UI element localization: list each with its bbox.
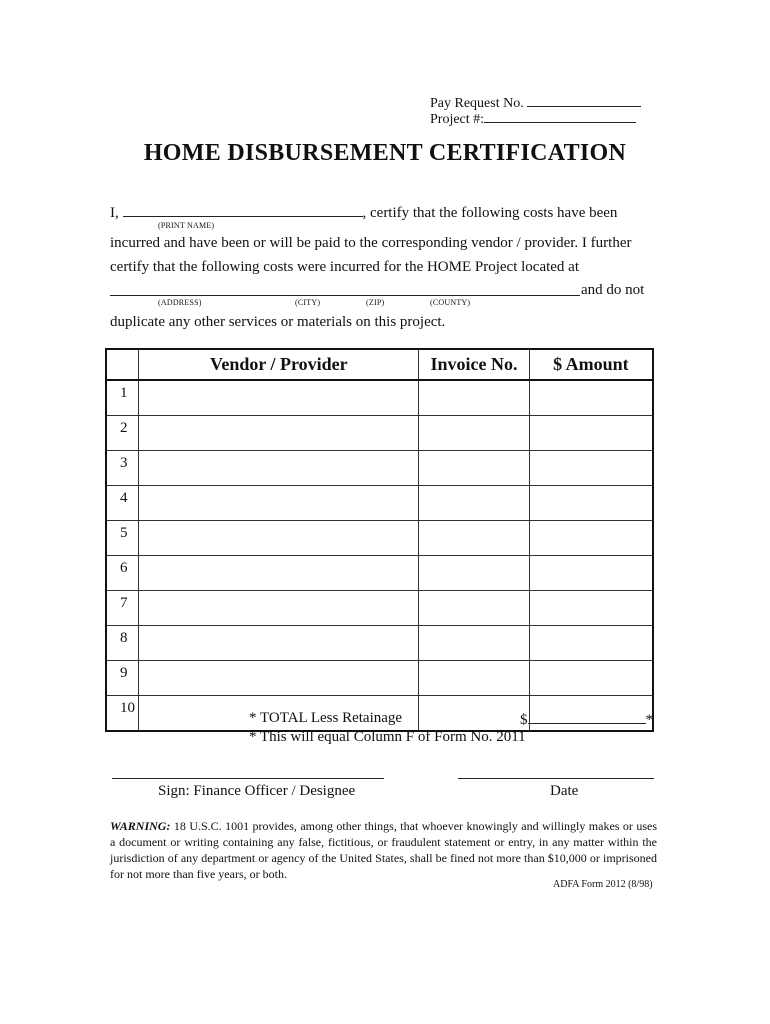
invoice-cell[interactable] — [419, 696, 530, 732]
amount-cell[interactable] — [529, 661, 653, 696]
form-identifier: ADFA Form 2012 (8/98) — [553, 879, 653, 890]
warning-paragraph — [110, 818, 657, 882]
amount-cell[interactable] — [529, 486, 653, 521]
table-row — [106, 521, 653, 556]
cost-table — [105, 348, 654, 732]
invoice-cell[interactable] — [419, 521, 530, 556]
zip-caption: (ZIP) — [366, 298, 385, 307]
county-caption: (COUNTY) — [430, 298, 471, 307]
vendor-cell[interactable] — [139, 486, 419, 521]
certify-line-2: incurred and have been or will be paid to the corresponding vendor / provider. I further — [110, 235, 632, 251]
table-row — [106, 661, 653, 696]
certify-line-3: certify that the following costs were incurred for the HOME Project located at — [110, 259, 580, 275]
table-row — [106, 416, 653, 451]
amount-cell[interactable] — [529, 451, 653, 486]
total-amount-field — [520, 710, 653, 729]
total-note: * This will equal Column F of Form No. 2011 — [249, 729, 526, 745]
invoice-cell[interactable] — [419, 380, 530, 416]
table-row — [106, 486, 653, 521]
city-caption: (CITY) — [295, 298, 321, 307]
row-number: 4 — [106, 486, 139, 521]
certify-prefix: I, — [110, 205, 119, 221]
table-row — [106, 591, 653, 626]
signature-label: Sign: Finance Officer / Designee — [158, 783, 356, 799]
total-dollar-sign: $ — [520, 712, 528, 728]
row-number: 1 — [106, 380, 139, 416]
signature-line[interactable] — [112, 778, 384, 779]
vendor-cell[interactable] — [139, 521, 419, 556]
column-header-invoice: Invoice No. — [419, 349, 530, 380]
vendor-cell[interactable] — [139, 416, 419, 451]
project-number-field — [430, 109, 636, 128]
certify-line-5: duplicate any other services or materials on this project. — [110, 314, 446, 330]
row-number: 7 — [106, 591, 139, 626]
table-row — [106, 451, 653, 486]
table-row — [106, 626, 653, 661]
amount-cell[interactable] — [529, 521, 653, 556]
table-row — [106, 380, 653, 416]
amount-cell[interactable] — [529, 556, 653, 591]
certify-line-1 — [110, 203, 617, 222]
vendor-cell[interactable] — [139, 626, 419, 661]
total-asterisk: * — [645, 712, 653, 728]
vendor-cell[interactable] — [139, 556, 419, 591]
amount-cell[interactable] — [529, 626, 653, 661]
print-name-caption: (PRINT NAME) — [158, 221, 215, 230]
warning-text: 18 U.S.C. 1001 provides, among other things, that whoever knowingly and willingly makes or uses a document or writing containing any false, fictitious, or fraudulent statement or entry, in any matter within the jurisdiction of any department or agency of the United States, shall be fined not more than $10,000 or imprisoned for not more than five years, or both. — [110, 819, 657, 881]
amount-cell[interactable] — [529, 380, 653, 416]
invoice-cell[interactable] — [419, 451, 530, 486]
table-header-row — [106, 349, 653, 380]
invoice-cell[interactable] — [419, 556, 530, 591]
invoice-cell[interactable] — [419, 661, 530, 696]
address-caption: (ADDRESS) — [158, 298, 202, 307]
vendor-cell[interactable] — [139, 451, 419, 486]
vendor-cell[interactable] — [139, 661, 419, 696]
row-number: 3 — [106, 451, 139, 486]
pay-request-blank[interactable] — [527, 93, 641, 107]
certify-suffix: , certify that the following costs have been — [362, 205, 618, 221]
print-name-blank[interactable] — [123, 203, 363, 217]
row-number: 9 — [106, 661, 139, 696]
row-number: 10 — [106, 696, 139, 732]
amount-cell[interactable] — [529, 416, 653, 451]
warning-label: WARNING: — [110, 819, 171, 833]
row-number: 8 — [106, 626, 139, 661]
table-row — [106, 556, 653, 591]
total-amount-blank[interactable] — [528, 710, 646, 724]
invoice-cell[interactable] — [419, 591, 530, 626]
vendor-cell[interactable] — [139, 380, 419, 416]
date-line[interactable] — [458, 778, 654, 779]
column-header-number — [106, 349, 139, 380]
row-number: 2 — [106, 416, 139, 451]
certify-line-4-suffix: and do not — [581, 282, 645, 298]
column-header-vendor: Vendor / Provider — [139, 349, 419, 380]
project-number-blank[interactable] — [484, 109, 636, 123]
invoice-cell[interactable] — [419, 416, 530, 451]
date-label: Date — [550, 783, 579, 799]
total-label: * TOTAL Less Retainage — [249, 710, 403, 726]
vendor-cell[interactable] — [139, 591, 419, 626]
column-header-amount: $ Amount — [529, 349, 653, 380]
row-number: 6 — [106, 556, 139, 591]
page-title: HOME DISBURSEMENT CERTIFICATION — [143, 140, 627, 166]
invoice-cell[interactable] — [419, 486, 530, 521]
project-number-label: Project #: — [430, 112, 485, 127]
address-blank[interactable] — [110, 295, 580, 296]
pay-request-label: Pay Request No. — [430, 96, 524, 111]
amount-cell[interactable] — [529, 591, 653, 626]
row-number: 5 — [106, 521, 139, 556]
invoice-cell[interactable] — [419, 626, 530, 661]
